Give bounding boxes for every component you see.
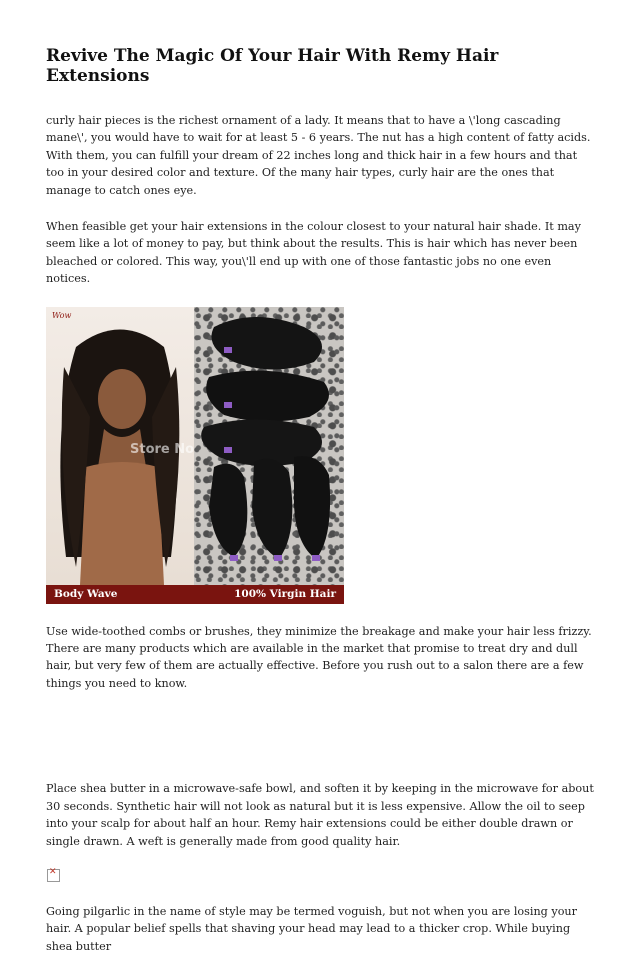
document-page [46, 46, 594, 974]
blank-space [46, 711, 594, 780]
caption-body-wave: Body Wave [54, 587, 118, 600]
broken-image-icon [47, 869, 60, 882]
caption-virgin-hair: 100% Virgin Hair [234, 587, 336, 600]
paragraph-4: Place shea butter in a microwave-safe bowl, and soften it by keeping in the microwave for about 30 seconds. Synthetic hair will not look as natural but it is less expensive. Allow the oil to seep into your scalp for about half an hour. Remy hair extensions could be either double drawn or single drawn. A weft is generally made from good quality hair. [46, 782, 594, 848]
paragraph-3: Use wide-toothed combs or brushes, they minimize the breakage and make your hair less frizzy. There are many products which are available in the market that promise to treat dry and dull hair, but very few of them are actually effective. Before you rush out to a salon there are a few things you need to know. [46, 624, 592, 690]
hair-product-image [46, 307, 344, 604]
paragraph-1: curly hair pieces is the richest ornament of a lady. It means that to have a \'long cascading mane\', you would have to wait for at least 5 - 6 years. The nut has a high content of fatty acids. With them, you can fulfill your dream of 22 inches long and thick hair in a few hours and that too in your desired color and texture. Of the many hair types, curly hair are the ones that manage to catch ones eye. [46, 114, 591, 197]
paragraph-5: Going pilgarlic in the name of style may be termed voguish, but not when you are losing your hair. A popular belief spells that shaving your head may lead to a thicker crop. While buying shea butter [46, 904, 577, 953]
hair-bundles-illustration [194, 307, 344, 585]
image-caption-bar [46, 585, 344, 604]
paragraph-2: When feasible get your hair extensions in the colour closest to your natural hair shade. It may seem like a lot of money to pay, but think about the results. This is hair which has never been bleached or colored. This way, you\'ll end up with one of those fantastic jobs no one even notices. [46, 220, 581, 286]
page-title: Revive The Magic Of Your Hair With Remy Hair Extensions [46, 46, 499, 86]
hair-bundles-photo [194, 307, 344, 585]
store-watermark: Store No [130, 441, 195, 457]
brand-logo: Wow [52, 310, 72, 320]
